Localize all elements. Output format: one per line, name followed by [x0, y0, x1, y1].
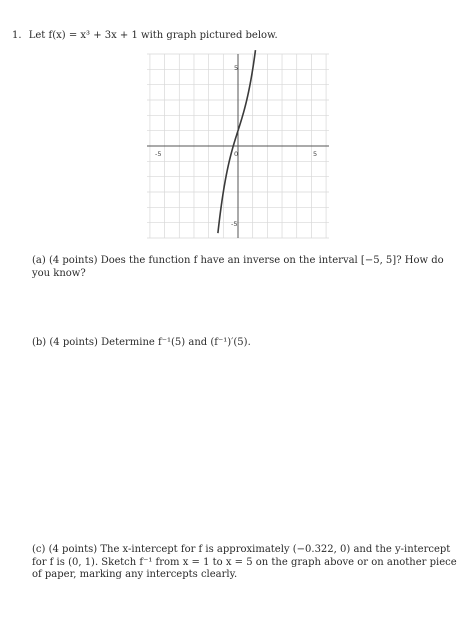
- part-c-points: (4 points): [48, 544, 98, 555]
- function-graph: [143, 50, 333, 242]
- problem-number: 1.: [12, 30, 22, 41]
- problem-header: [12, 30, 278, 42]
- tick-label-y-neg: -5: [231, 220, 238, 228]
- tick-label-x-pos: 5: [313, 150, 318, 158]
- part-b-label: (b): [32, 337, 47, 348]
- part-c-question: The x-intercept for f is approximately (−0.322, 0) and the y-intercept for f is (0, 1). Sketch f⁻¹ from x = 1 to x = 5 on the graph above or on another piece of paper, marking any intercepts clearly.: [32, 544, 457, 580]
- part-c-label: (c): [32, 544, 46, 555]
- tick-label-x-neg: -5: [155, 150, 162, 158]
- tick-label-y-pos: 5: [234, 64, 239, 72]
- part-b: [32, 337, 462, 350]
- part-a-points: (4 points): [48, 255, 98, 266]
- part-b-question: Determine f⁻¹(5) and (f⁻¹)′(5).: [101, 337, 251, 348]
- problem-intro: Let f(x) = x³ + 3x + 1 with graph pictured below.: [28, 30, 278, 41]
- part-a: [32, 255, 462, 280]
- part-a-question: Does the function f have an inverse on the interval [−5, 5]? How do you know?: [32, 255, 444, 279]
- part-b-points: (4 points): [49, 337, 98, 348]
- graph-axes: [147, 54, 329, 238]
- part-a-label: (a): [32, 255, 46, 266]
- part-c: [32, 544, 462, 582]
- graph-canvas: [143, 50, 333, 242]
- tick-label-origin: 0: [234, 150, 239, 158]
